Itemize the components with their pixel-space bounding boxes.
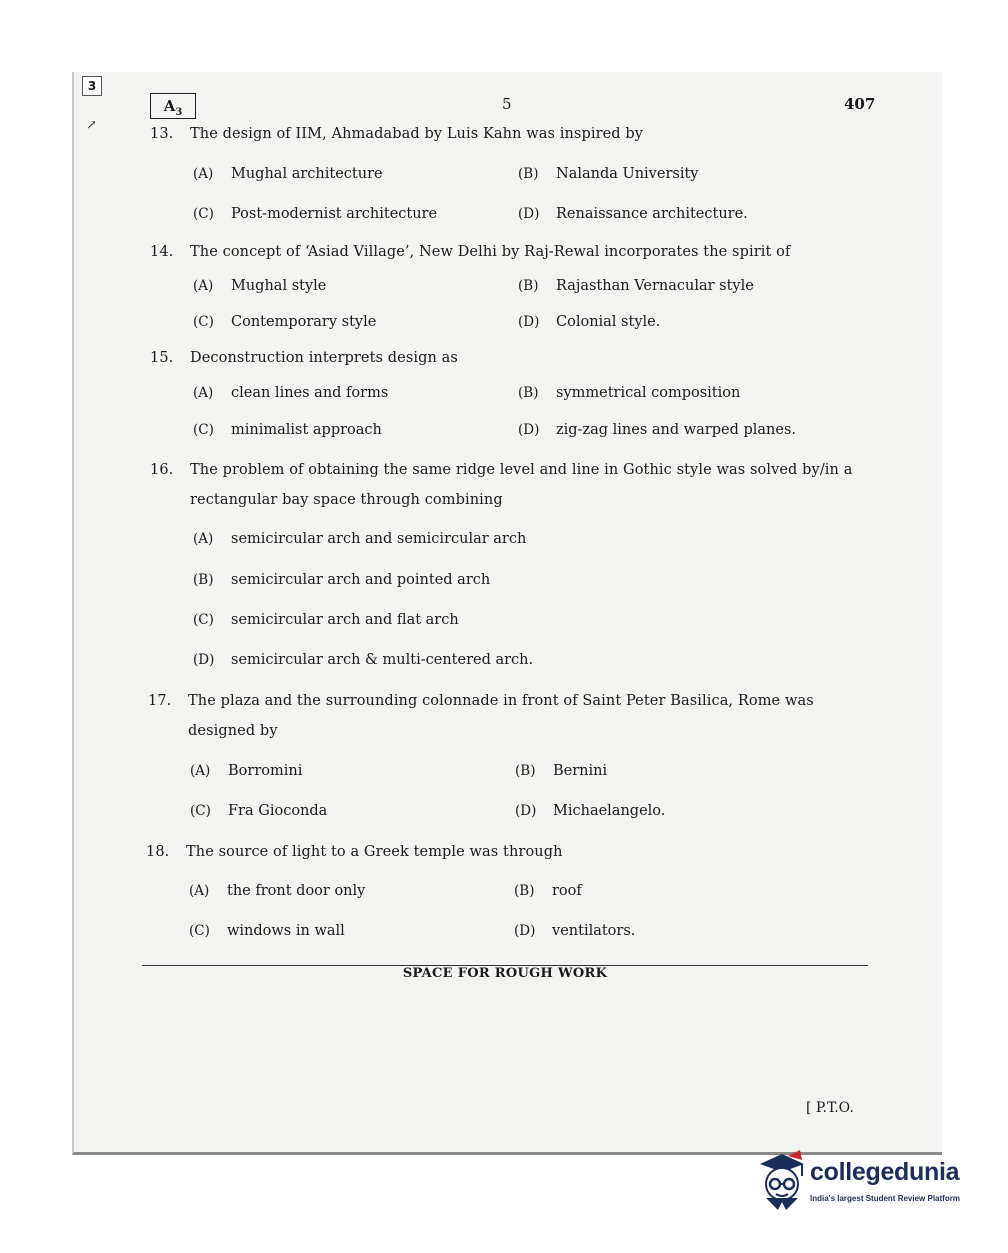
option-18-c: [189, 923, 345, 939]
option-text: semicircular arch and flat arch: [231, 612, 459, 628]
rough-work-heading: SPACE FOR ROUGH WORK: [402, 966, 608, 981]
option-label: (A): [190, 763, 211, 779]
option-15-b: [518, 385, 740, 401]
question-number: 14.: [150, 244, 174, 260]
option-text: semicircular arch and pointed arch: [231, 572, 491, 588]
question-text: The concept of ‘Asiad Village’, New Delhi by Raj-Rewal incorporates the spirit of: [190, 244, 791, 260]
option-text: symmetrical composition: [556, 385, 741, 401]
question-text: The source of light to a Greek temple was through: [186, 844, 563, 860]
option-16-c: [193, 612, 459, 628]
option-16-d: [193, 652, 533, 668]
page-number: 5: [502, 95, 512, 113]
option-16-a: [193, 531, 526, 547]
option-text: Michaelangelo.: [553, 803, 666, 819]
question-number: 18.: [146, 844, 170, 860]
option-text: semicircular arch and semicircular arch: [231, 531, 527, 547]
option-text: Rajasthan Vernacular style: [556, 278, 754, 294]
pto-note: [ P.T.O.: [806, 1100, 854, 1116]
booklet-code-digit: 3: [175, 107, 183, 118]
option-label: (D): [518, 206, 540, 222]
watermark-brand-name: collegedunia: [810, 1158, 960, 1186]
option-text: the front door only: [227, 883, 366, 899]
option-label: (A): [189, 883, 210, 899]
option-17-c: [190, 803, 327, 819]
option-label: (D): [514, 923, 536, 939]
option-label: (D): [518, 314, 540, 330]
option-15-d: [518, 422, 796, 438]
option-label: (A): [193, 278, 214, 294]
option-17-d: [515, 803, 665, 819]
option-label: (C): [193, 422, 214, 438]
option-text: Contemporary style: [231, 314, 377, 330]
question-text: The design of IIM, Ahmadabad by Luis Kahn was inspired by: [190, 126, 644, 142]
option-text: minimalist approach: [231, 422, 382, 438]
question-text: The plaza and the surrounding colonnade in front of Saint Peter Basilica, Rome was designed by: [188, 693, 814, 739]
option-label: (A): [193, 531, 214, 547]
collegedunia-watermark: [752, 1148, 982, 1218]
option-text: Nalanda University: [556, 166, 699, 182]
option-label: (D): [193, 652, 215, 668]
option-17-b: [515, 763, 607, 779]
option-label: (B): [518, 166, 539, 182]
option-18-b: [514, 883, 582, 899]
graduate-mascot-icon: [752, 1150, 808, 1212]
option-text: roof: [552, 883, 582, 899]
option-text: Borromini: [228, 763, 303, 779]
option-text: semicircular arch & multi-centered arch.: [231, 652, 534, 668]
option-16-b: [193, 572, 490, 588]
option-label: (B): [193, 572, 214, 588]
option-13-d: [518, 206, 748, 222]
option-14-b: [518, 278, 754, 294]
option-13-c: [193, 206, 437, 222]
option-18-d: [514, 923, 635, 939]
option-text: Mughal style: [231, 278, 327, 294]
question-number: 15.: [150, 350, 174, 366]
option-14-a: [193, 278, 326, 294]
option-14-d: [518, 314, 660, 330]
option-18-a: [189, 883, 365, 899]
option-14-c: [193, 314, 376, 330]
watermark-tagline: India's largest Student Review Platform: [810, 1194, 960, 1203]
option-17-a: [190, 763, 302, 779]
option-label: (C): [189, 923, 210, 939]
booklet-code-letter: A: [163, 97, 176, 115]
option-text: Post-modernist architecture: [231, 206, 438, 222]
option-label: (C): [193, 314, 214, 330]
question-text: Deconstruction interprets design as: [190, 350, 458, 366]
paper-code: 407: [844, 95, 876, 113]
option-text: Fra Gioconda: [228, 803, 328, 819]
margin-tick-mark: ↗: [86, 118, 97, 133]
option-text: zig-zag lines and warped planes.: [556, 422, 797, 438]
option-label: (A): [193, 166, 214, 182]
option-label: (A): [193, 385, 214, 401]
margin-tab: 3: [82, 76, 102, 96]
option-text: ventilators.: [552, 923, 636, 939]
option-13-a: [193, 166, 383, 182]
option-15-c: [193, 422, 382, 438]
option-15-a: [193, 385, 388, 401]
option-text: clean lines and forms: [231, 385, 389, 401]
option-label: (C): [193, 206, 214, 222]
option-text: Renaissance architecture.: [556, 206, 748, 222]
option-13-b: [518, 166, 699, 182]
option-text: windows in wall: [227, 923, 345, 939]
question-number: 13.: [150, 126, 174, 142]
option-label: (B): [518, 385, 539, 401]
option-label: (B): [514, 883, 535, 899]
option-label: (C): [193, 612, 214, 628]
booklet-code: [150, 93, 196, 119]
option-text: Colonial style.: [556, 314, 661, 330]
option-label: (B): [518, 278, 539, 294]
option-label: (D): [518, 422, 540, 438]
option-label: (D): [515, 803, 537, 819]
option-label: (B): [515, 763, 536, 779]
question-text: The problem of obtaining the same ridge level and line in Gothic style was solved by/in a rectangular bay space through combining: [190, 462, 853, 508]
option-text: Mughal architecture: [231, 166, 383, 182]
option-label: (C): [190, 803, 211, 819]
question-number: 17.: [148, 693, 172, 709]
question-number: 16.: [150, 462, 174, 478]
option-text: Bernini: [553, 763, 608, 779]
